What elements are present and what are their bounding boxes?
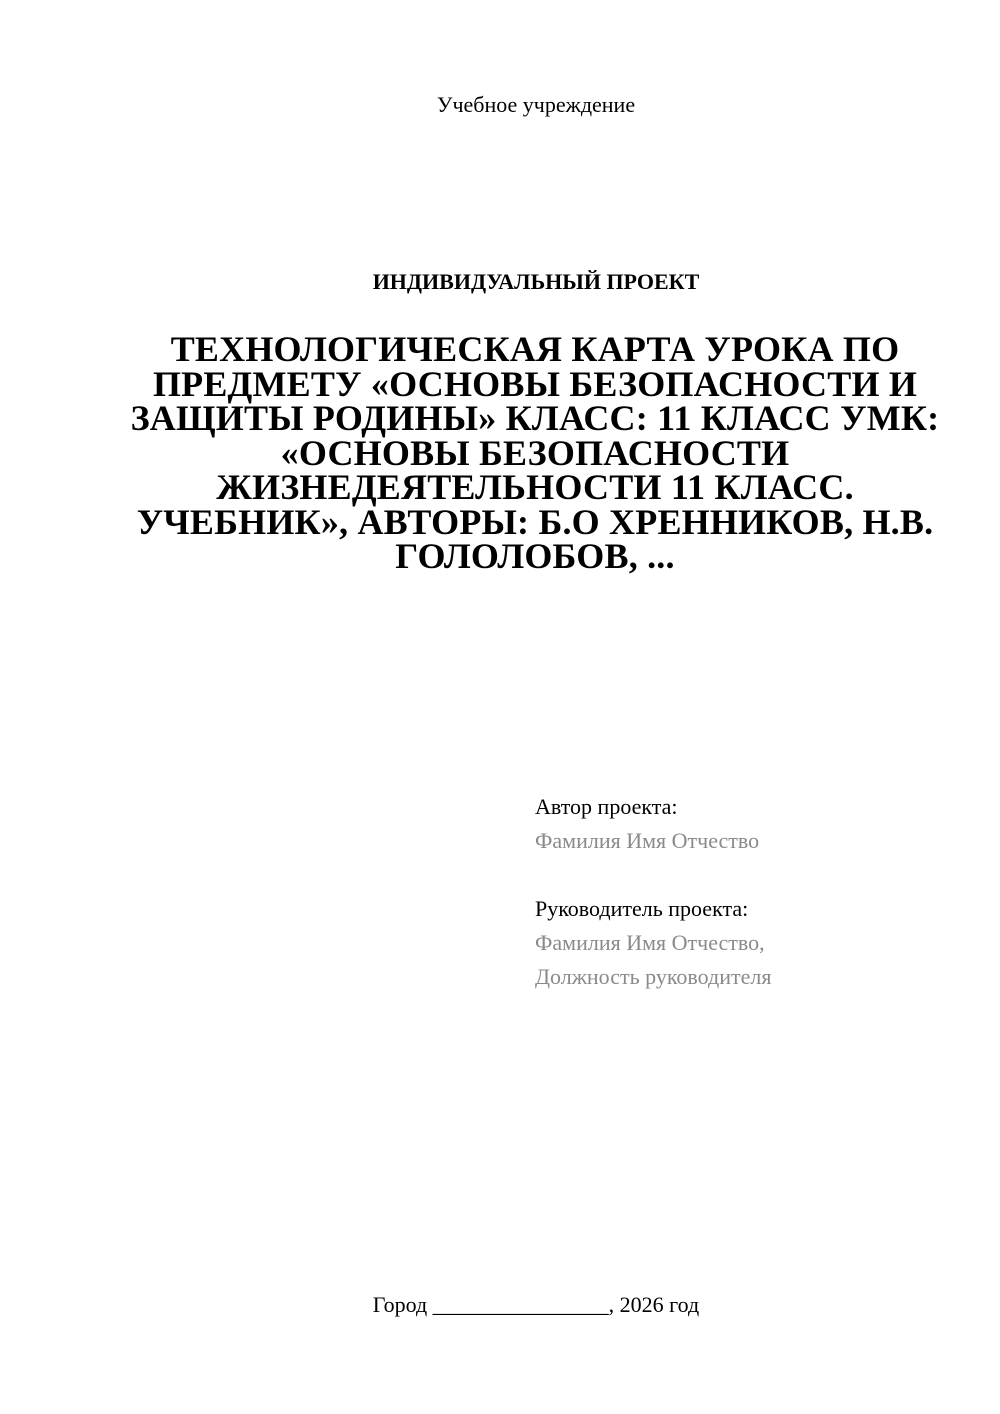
supervisor-position: Должность руководителя (535, 964, 772, 989)
project-type-label: ИНДИВИДУАЛЬНЫЙ ПРОЕКТ (372, 269, 700, 294)
author-label: Автор проекта: (535, 794, 678, 819)
supervisor-label: Руководитель проекта: (535, 896, 749, 921)
city-year-line: Город ________________, 2026 год (372, 1292, 700, 1317)
author-name: Фамилия Имя Отчество (535, 828, 760, 853)
author-block (535, 790, 771, 994)
supervisor-name: Фамилия Имя Отчество, (535, 930, 765, 955)
block-spacer (535, 858, 771, 892)
project-title: ТЕХНОЛОГИЧЕСКАЯ КАРТА УРОКА ПО ПРЕДМЕТУ «ОСНОВЫ БЕЗОПАСНОСТИ И ЗАЩИТЫ РОДИНЫ» КЛАСС: 11 КЛАСС УМК: «ОСНОВЫ БЕЗОПАСНОСТИ ЖИЗНЕДЕЯТЕЛЬНОСТИ 11 КЛАСС. УЧЕБНИК», АВТОРЫ: Б.О ХРЕННИКОВ, Н.В. ГОЛОЛОБОВ, ... (130, 329, 940, 576)
institution-name: Учебное учреждение (436, 92, 636, 117)
